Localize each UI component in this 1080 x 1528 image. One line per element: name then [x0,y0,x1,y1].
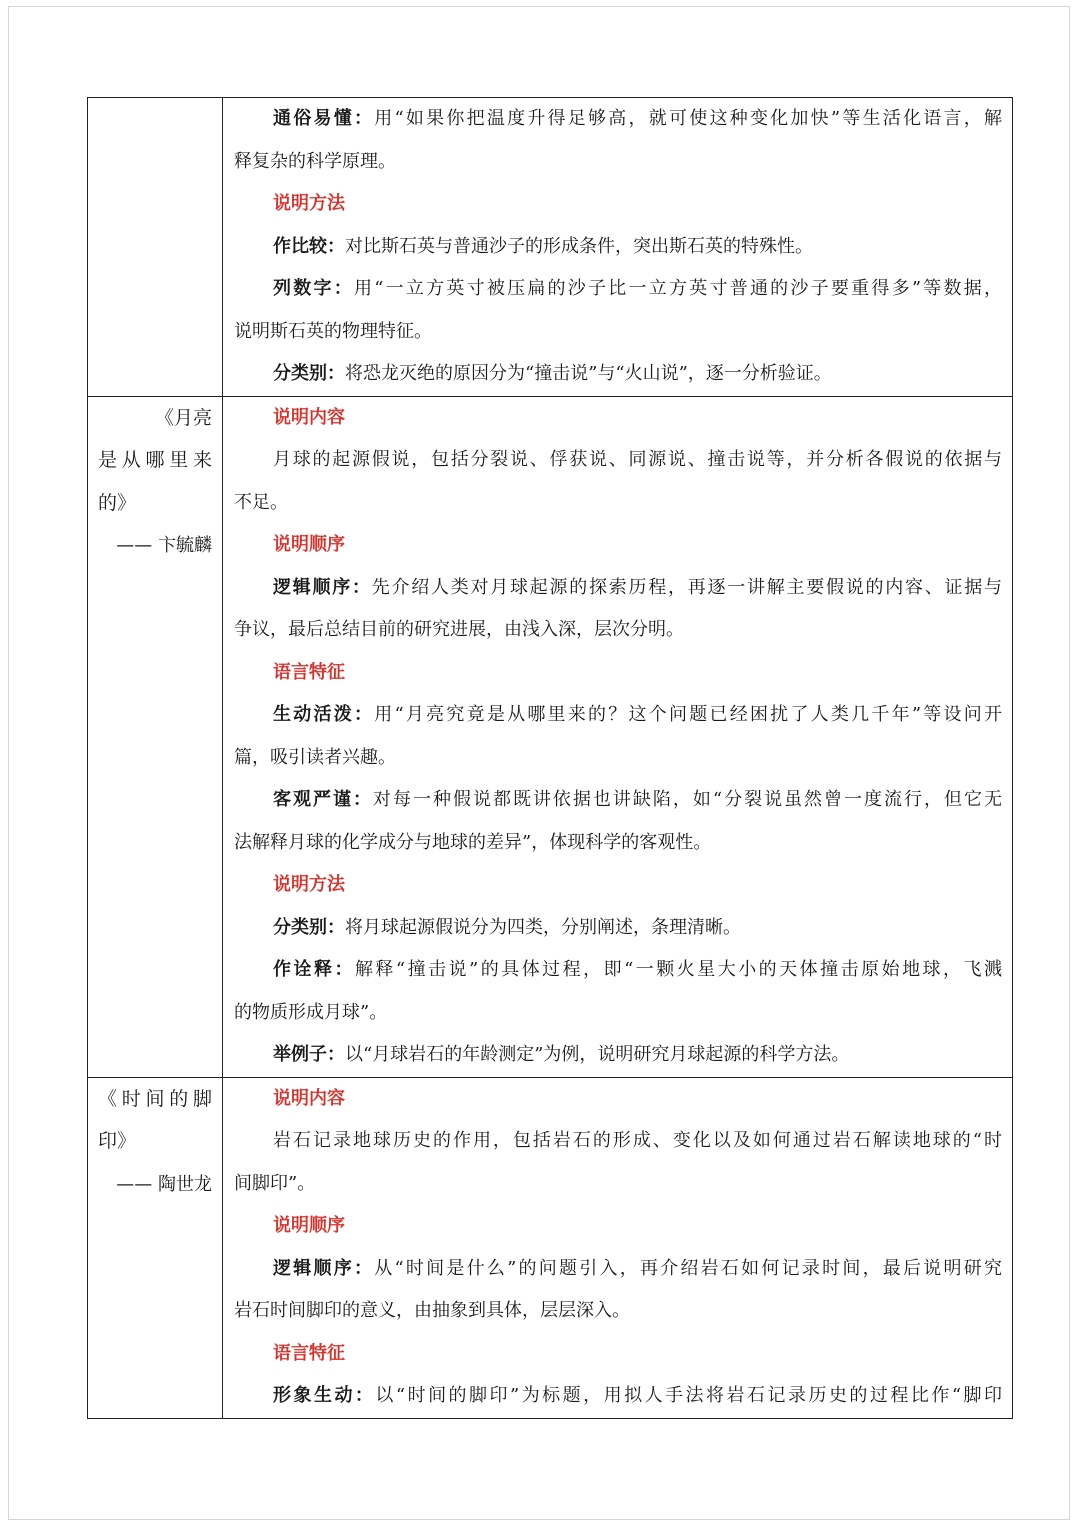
item-text: 将月球起源假说分为四类，分别阐述，条理清晰。 [345,916,741,938]
author: —— 陶世龙 [116,1173,212,1195]
list-item [234,1034,1002,1077]
item-text: 岩石时间脚印的意义，由抽象到具体，层层深入。 [234,1300,630,1321]
item-label: 客观严谨： [273,789,373,810]
table-row [88,98,1013,397]
section-heading: 语言特征 [273,661,345,683]
list-item [234,737,1002,780]
item-label: 逻辑顺序： [273,576,372,598]
title-line: 印》 [98,1130,137,1152]
item-text: 对每一种假说都既讲依据也讲缺陷，如“分裂说虽然曾一度流行，但它无 [372,789,1002,810]
list-item [234,694,1002,737]
item-label: 通俗易懂： [273,108,375,129]
list-item [234,992,1002,1035]
title-line: 《月亮 [154,406,212,429]
notes-table [87,97,1013,1419]
item-text: 篇，吸引读者兴趣。 [234,746,396,768]
list-item [234,1375,1002,1418]
item-text: 以“时间的脚印”为标题，用拟人手法将岩石记录历史的过程比作“脚印 [375,1385,1002,1406]
item-text: 法解释月球的化学成分与地球的差异”，体现科学的客观性。 [234,831,712,853]
section-heading: 语言特征 [273,1342,345,1364]
item-text: 用“月亮究竟是从哪里来的？这个问题已经困扰了人类几千年”等设问开 [374,704,1002,725]
item-label: 作诠释： [273,959,355,980]
title-line: 的》 [98,491,137,514]
title-line: 《时间的脚 [98,1087,212,1110]
item-text: 将恐龙灭绝的原因分为“撞击说”与“火山说”，逐一分析验证。 [345,363,832,384]
title-cell [88,1077,223,1418]
author: —— 卞毓麟 [116,535,212,556]
content-cell [223,98,1013,397]
list-item [234,949,1002,992]
list-item [234,1120,1002,1163]
item-text: 间脚印”。 [234,1172,316,1194]
section-heading: 说明方法 [273,193,345,214]
item-label: 作比较： [273,235,345,257]
item-label: 举例子： [273,1044,345,1065]
item-text: 释复杂的科学原理。 [234,150,396,172]
list-item [234,268,1002,311]
list-item [234,609,1002,652]
list-item [234,141,1002,184]
item-label: 逻辑顺序： [273,1257,375,1279]
item-text: 岩石记录地球历史的作用，包括岩石的形成、变化以及如何通过岩石解读地球的“时 [273,1130,1002,1151]
list-item [234,226,1002,269]
item-text: 不足。 [234,491,288,513]
list-item [234,907,1002,950]
table-row [88,396,1013,1077]
item-label: 分类别： [273,363,345,384]
item-text: 月球的起源假说，包括分裂说、俘获说、同源说、撞击说等，并分析各假说的依据与 [273,449,1002,470]
item-label: 生动活泼： [273,704,375,725]
item-text: 说明斯石英的物理特征。 [234,320,432,342]
item-text: 的物质形成月球”。 [234,1001,388,1023]
list-item [234,353,1002,396]
title-cell-empty [88,98,223,397]
table-row [88,1077,1013,1418]
list-item [234,1163,1002,1206]
section-heading: 说明内容 [273,1087,345,1109]
section-heading: 说明顺序 [273,1215,345,1236]
title-cell [88,396,223,1077]
item-text: 先介绍人类对月球起源的探索历程，再逐一讲解主要假说的内容、证据与 [371,576,1002,598]
title-line: 是从哪里来 [98,449,212,471]
list-item [234,1290,1002,1333]
item-label: 形象生动： [273,1385,376,1406]
list-item [234,1248,1002,1291]
list-item [234,311,1002,354]
list-item [234,439,1002,482]
item-text: 以“月球岩石的年龄测定”为例，说明研究月球起源的科学方法。 [345,1044,850,1065]
item-text: 解释“撞击说”的具体过程，即“一颗火星大小的天体撞击原始地球，飞溅 [354,959,1002,980]
list-item [234,98,1002,141]
item-label: 分类别： [273,916,345,938]
item-text: 用“如果你把温度升得足够高，就可使这种变化加快”等生活化语言，解 [374,108,1002,129]
item-text: 从“时间是什么”的问题引入，再介绍岩石如何记录时间，最后说明研究 [374,1257,1002,1279]
item-text: 对比斯石英与普通沙子的形成条件，突出斯石英的特殊性。 [345,235,813,257]
item-text: 争议，最后总结目前的研究进展，由浅入深，层次分明。 [234,619,684,640]
item-text: 用“一立方英寸被压扁的沙子比一立方英寸普通的沙子要重得多”等数据， [353,278,1002,299]
section-heading: 说明方法 [273,874,345,895]
content-cell [223,1077,1013,1418]
list-item [234,482,1002,525]
section-heading: 说明内容 [273,406,345,428]
list-item [234,567,1002,610]
content-cell [223,396,1013,1077]
item-label: 列数字： [273,278,354,299]
list-item [234,779,1002,822]
list-item [234,822,1002,865]
section-heading: 说明顺序 [273,534,345,555]
